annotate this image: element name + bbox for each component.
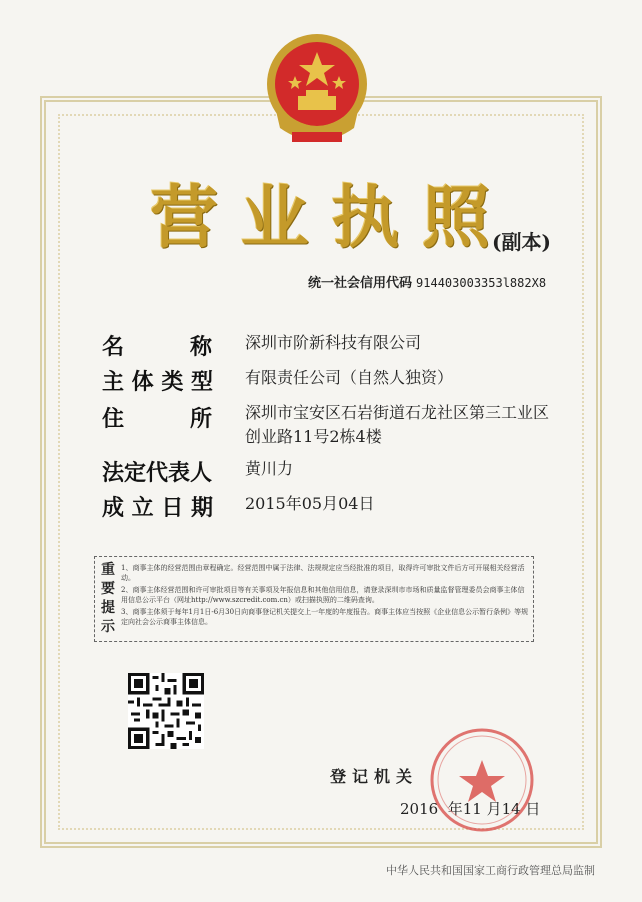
title-char: 业: [240, 178, 309, 258]
address-label: 住 所: [102, 407, 213, 432]
established-date-label: 成 立 日 期: [102, 496, 213, 521]
important-notice-box: [94, 556, 534, 642]
address-value: 深圳市宝安区石岩街道石龙社区第三工业区 创业路11号2栋4楼: [245, 403, 550, 446]
name-value: 深圳市阶新科技有限公司: [245, 333, 422, 352]
entity-type-label: 主 体 类 型: [102, 370, 213, 395]
title-char: 照: [421, 178, 490, 258]
issue-date: 2016 年11 月14 日: [400, 800, 541, 818]
qr-code-icon[interactable]: [128, 673, 204, 749]
notice-heading: 重要提示: [101, 562, 115, 635]
copy-subtitle: (副本): [492, 230, 551, 254]
credit-code-label: 统一社会信用代码: [308, 276, 413, 291]
title-char: 执: [331, 178, 400, 258]
legal-rep-value: 黄川力: [245, 459, 294, 478]
credit-code-line: [308, 272, 546, 291]
national-emblem-icon: [262, 32, 372, 152]
title-char: 营: [150, 178, 219, 258]
established-date-value: 2015年05月04日: [245, 494, 375, 513]
name-label: 名 称: [102, 335, 213, 360]
notice-item: 2、商事主体经营范围和许可审批项目等有关事项及年报信息和其他信用信息，请登录深圳市市场和质量监督管理委员会商事主体信用信息公示平台（网址http://www.szcredit.com.cn）或扫描执照的二维码查询。: [121, 586, 525, 604]
entity-type-value: 有限责任公司（自然人独资）: [245, 368, 454, 387]
official-seal-icon: [428, 726, 536, 834]
notice-item: 1、商事主体的经营范围由章程确定。经营范围中属于法律、法规规定应当经批准的项目，取得许可审批文件后方可开展相关经营活动。: [121, 564, 525, 582]
legal-rep-label: 法定代表人: [102, 461, 213, 486]
registration-authority-label: 登记机关: [330, 767, 419, 786]
notice-item: 3、商事主体须于每年1月1日-6月30日向商事登记机关提交上一年度的年度报告。商事主体应当按照《企业信息公示暂行条例》等规定向社会公示商事主体信息。: [121, 608, 529, 626]
supervised-by-footer: 中华人民共和国国家工商行政管理总局监制: [386, 864, 595, 877]
notice-body: [121, 563, 529, 629]
credit-code-value: 914403003353l882X8: [416, 276, 547, 290]
license-title: [150, 178, 490, 258]
